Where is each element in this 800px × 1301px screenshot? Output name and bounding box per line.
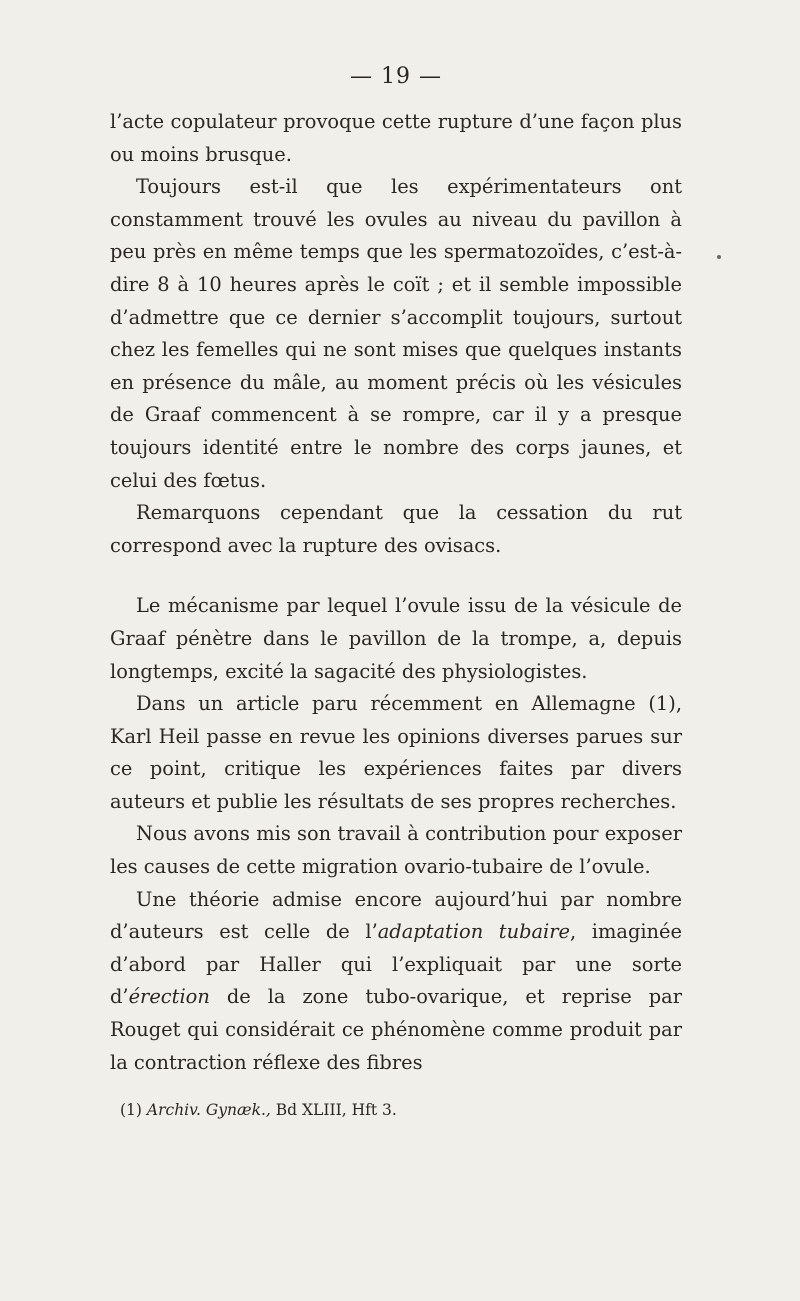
paragraph-7-text-c: de la zone tubo-ovarique, et reprise par Rouget qui considérait ce phénomène comme produit par la contraction réflexe des fibres xyxy=(110,985,682,1074)
paragraph-7 xyxy=(110,884,682,1080)
paragraph-6-text: Nous avons mis son travail à contribution pour exposer les causes de cette migration ovario-tubaire de l’ovule. xyxy=(110,822,682,879)
footnote-marker: (1) xyxy=(120,1101,142,1120)
paragraph-1-text: l’acte copulateur provoque cette rupture d’une façon plus ou moins brusque. xyxy=(110,110,682,166)
paragraph-3 xyxy=(110,497,682,562)
paragraph-7-text-a: Une théorie admise encore aujourd’hui par nombre d’auteurs est celle de l’ xyxy=(110,887,682,944)
paragraph-3-text: Remarquons cependant que la cessation du rut correspond avec la rupture des ovisacs. xyxy=(110,501,682,557)
paragraph-5-text: Dans un article paru récemment en Allemagne (1), Karl Heil passe en revue les opinions diverses parues sur ce point, critique les expériences faites par divers auteurs et publie les résultats de ses propres recherches. xyxy=(110,692,682,813)
footnote xyxy=(110,1099,682,1121)
paragraph-7-italic-b: érection xyxy=(128,985,210,1009)
page-number: — 19 — xyxy=(350,64,442,89)
paragraph-5 xyxy=(110,688,682,818)
print-speck xyxy=(717,255,721,259)
paragraph-6 xyxy=(110,818,682,883)
paragraph-4 xyxy=(110,590,682,688)
paragraph-2-text: Toujours est-il que les expérimentateurs ont constamment trouvé les ovules au niveau du pavillon à peu près en même temps que les spermatozoïdes, c’est-à-dire 8 à 10 heures après le coït ; et il semble impossible d’admettre que ce dernier s’accomplit toujours, surtout chez les femelles qui ne sont mises que quelques instants en présence du mâle, au moment précis où les vésicules de Graaf commencent à se rompre, car il y a presque toujours identité entre le nombre des corps jaunes, et celui des fœtus. xyxy=(110,175,682,492)
footnote-source: Archiv. Gynæk., xyxy=(146,1101,271,1120)
paragraph-2 xyxy=(110,171,682,497)
paragraph-7-italic-a: adaptation tubaire xyxy=(377,920,571,944)
footnote-rest: Bd XLIII, Hft 3. xyxy=(275,1101,397,1120)
document-page xyxy=(110,62,682,1121)
paragraph-1 xyxy=(110,106,682,171)
paragraph-4-text: Le mécanisme par lequel l’ovule issu de la vésicule de Graaf pénètre dans le pavillon de la trompe, a, depuis longtemps, excité la sagacité des physiologistes. xyxy=(110,594,682,683)
paragraph-7-text-b: , imaginée d’abord par Haller qui l’expliquait par une sorte d’ xyxy=(110,920,682,1009)
